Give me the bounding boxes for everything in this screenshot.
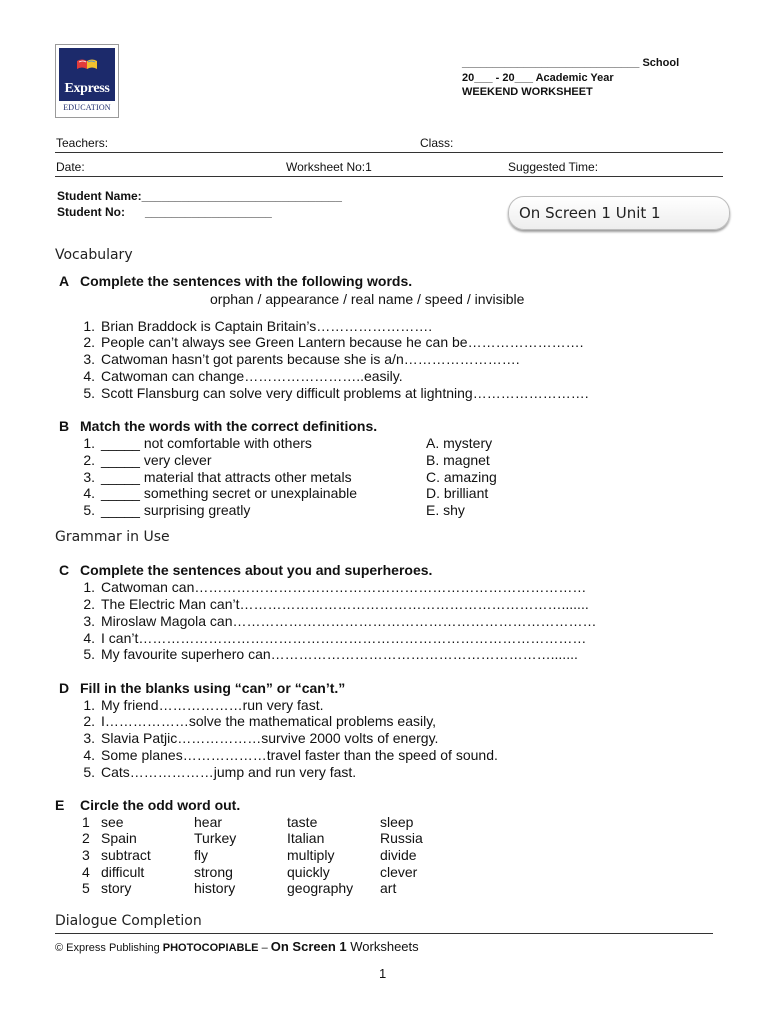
- class-label: Class:: [420, 136, 454, 150]
- task-b-heading: [59, 418, 719, 436]
- task-c-heading: [59, 562, 719, 580]
- task-letter: D: [59, 680, 70, 696]
- divider-line: [55, 152, 723, 153]
- definition-option: A. mystery: [426, 435, 493, 451]
- unit-badge: [508, 196, 730, 230]
- task-a-heading: [59, 273, 719, 291]
- date-label: Date:: [56, 160, 85, 174]
- task-d-heading: [59, 680, 719, 698]
- task-e-heading: [55, 797, 715, 815]
- suggested-time-label: Suggested Time:: [508, 160, 599, 174]
- task-instruction: Match the words with the correct definitions.: [80, 418, 378, 434]
- school-line: _____________________________ School: [462, 57, 680, 69]
- task-instruction: Complete the sentences about you and superheroes.: [80, 562, 433, 578]
- footer-credit: © Express Publishing PHOTOCOPIABLE – On Screen 1 Worksheets: [55, 939, 419, 954]
- divider-line: [55, 176, 723, 177]
- section-grammar: Grammar in Use: [55, 529, 170, 545]
- worksheet-number: Worksheet No:1: [286, 160, 372, 174]
- worksheet-title: WEEKEND WORKSHEET: [462, 86, 593, 98]
- section-vocabulary: Vocabulary: [55, 247, 133, 263]
- odd-word-table: 1 see hear taste sleep 2 Spain Turkey Italian Russia 3 subtract fly multiply divide 4 difficult strong quickly clever 5 story history geography art: [82, 814, 423, 896]
- logo-badge: [59, 48, 115, 114]
- section-dialogue: Dialogue Completion: [55, 913, 202, 929]
- open-book-icon: [76, 58, 98, 70]
- footer-divider: [55, 933, 713, 934]
- definition-option: D. brilliant: [426, 485, 489, 501]
- definition-option: C. amazing: [426, 469, 497, 485]
- publisher-logo: [55, 44, 119, 118]
- task-instruction: Complete the sentences with the following words.: [80, 273, 413, 289]
- task-instruction: Circle the odd word out.: [80, 797, 241, 813]
- student-number-field: Student No: ___________________: [57, 205, 272, 219]
- logo-wordmark: Express: [64, 81, 110, 96]
- task-letter: A: [59, 273, 70, 289]
- task-letter: E: [55, 797, 65, 813]
- task-letter: C: [59, 562, 70, 578]
- definition-option: E. shy: [426, 502, 465, 518]
- academic-year: 20___ - 20___ Academic Year: [462, 72, 614, 84]
- teachers-label: Teachers:: [56, 136, 109, 150]
- student-name-field: Student Name:______________________________: [57, 189, 342, 203]
- task-letter: B: [59, 418, 70, 434]
- logo-subtitle: EDUCATION: [59, 101, 115, 114]
- page-number: 1: [379, 966, 387, 981]
- task-instruction: Fill in the blanks using “can” or “can’t.”: [80, 680, 346, 696]
- definition-option: B. magnet: [426, 452, 490, 468]
- word-bank: orphan / appearance / real name / speed / invisible: [210, 291, 525, 307]
- unit-label: On Screen 1 Unit 1: [519, 204, 661, 222]
